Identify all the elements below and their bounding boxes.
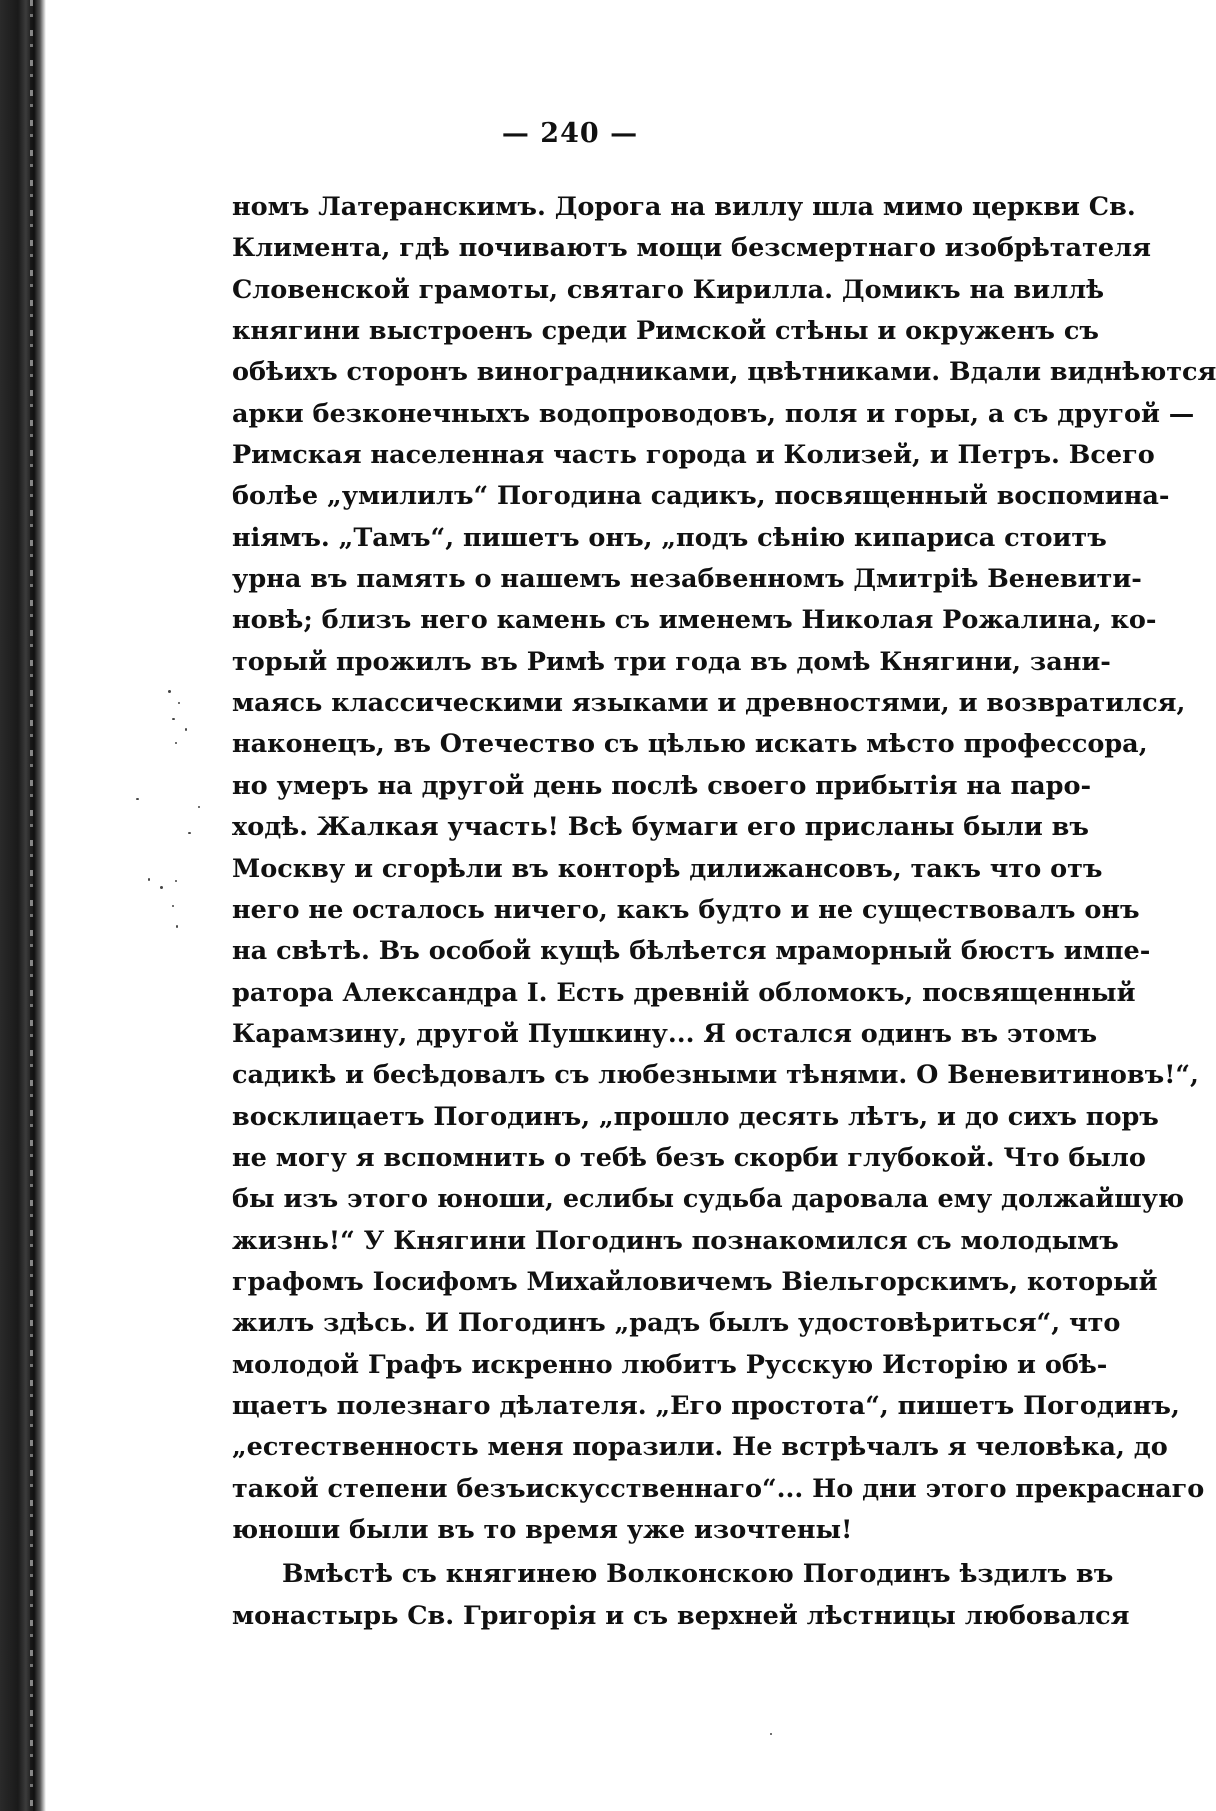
text-line: монастырь Св. Григорія и съ верхней лѣстницы любовался	[232, 1600, 1130, 1631]
text-line: садикѣ и бесѣдовалъ съ любезными тѣнями. О Веневитиновъ!“,	[232, 1060, 1199, 1091]
paragraph	[232, 1554, 1130, 1637]
text-line: молодой Графъ искренно любитъ Русскую Исторію и обѣ-	[232, 1349, 1108, 1380]
text-line: жилъ здѣсь. И Погодинъ „радъ былъ удостовѣриться“, что	[232, 1308, 1121, 1339]
text-line: щаетъ полезнаго дѣлателя. „Его простота“, пишетъ Погодинъ,	[232, 1390, 1180, 1421]
text-line: на свѣтѣ. Въ особой кущѣ бѣлѣется мраморный бюстъ импе-	[232, 936, 1151, 967]
text-line: Карамзину, другой Пушкину... Я остался одинъ въ этомъ	[232, 1018, 1098, 1049]
text-line: новѣ; близъ него камень съ именемъ Николая Рожалина, ко-	[232, 605, 1157, 636]
text-line: графомъ Іосифомъ Михайловичемъ Віельгорскимъ, который	[232, 1266, 1158, 1297]
body-text	[232, 187, 1216, 1637]
text-line: ратора Александра I. Есть древній обломокъ, посвященный	[232, 977, 1136, 1008]
text-line: княгини выстроенъ среди Римской стѣны и окруженъ съ	[232, 316, 1099, 347]
text-line: арки безконечныхъ водопроводовъ, поля и горы, а съ другой —	[232, 398, 1195, 429]
text-line: болѣе „умилилъ“ Погодина садикъ, посвященный воспомина-	[232, 481, 1170, 512]
text-line: такой степени безъискусственнаго“... Но дни этого прекраснаго	[232, 1473, 1205, 1504]
text-line: юноши были въ то время уже изочтены!	[232, 1515, 853, 1545]
text-line: торый прожилъ въ Римѣ три года въ домѣ Княгини, зани-	[232, 646, 1111, 677]
text-line: Словенской грамоты, святаго Кирилла. Домикъ на виллѣ	[232, 274, 1105, 305]
text-line: Климента, гдѣ почиваютъ мощи безсмертнаго изобрѣтателя	[232, 233, 1151, 264]
page-number: — 240 —	[501, 118, 639, 149]
text-line: бы изъ этого юноши, еслибы судьба даровала ему должайшую	[232, 1184, 1185, 1215]
text-line: маясь классическими языками и древностями, и возвратился,	[232, 688, 1186, 719]
text-line: обѣихъ сторонъ виноградниками, цвѣтниками. Вдали виднѣются	[232, 357, 1216, 388]
text-line: Москву и сгорѣли въ конторѣ дилижансовъ, такъ что отъ	[232, 853, 1103, 884]
text-line: но умеръ на другой день послѣ своего прибытія на паро-	[232, 770, 1092, 801]
text-line: номъ Латеранскимъ. Дорога на виллу шла мимо церкви Св.	[232, 192, 1136, 222]
text-line: урна въ память о нашемъ незабвенномъ Дмитріѣ Веневити-	[232, 564, 1142, 595]
text-line: „естественность меня поразили. Не встрѣчалъ я человѣка, до	[232, 1432, 1168, 1463]
paragraph	[232, 187, 1216, 1551]
text-line: ходѣ. Жалкая участь! Всѣ бумаги его присланы были въ	[232, 812, 1089, 843]
text-line: ніямъ. „Тамъ“, пишетъ онъ, „подъ сѣнію кипариса стоитъ	[232, 522, 1107, 553]
text-line: наконецъ, въ Отечество съ цѣлью искать мѣсто профессора,	[232, 729, 1148, 760]
text-line: Римская населенная часть города и Колизей, и Петръ. Всего	[232, 440, 1155, 471]
text-line: восклицаетъ Погодинъ, „прошло десять лѣтъ, и до сихъ поръ	[232, 1101, 1159, 1132]
book-binding-edge	[0, 0, 46, 1811]
text-line: него не осталось ничего, какъ будто и не существовалъ онъ	[232, 894, 1140, 925]
text-line: Вмѣстѣ съ княгинею Волконскою Погодинъ ѣздилъ въ	[282, 1559, 1114, 1590]
text-line: не могу я вспомнить о тебѣ безъ скорби глубокой. Что было	[232, 1142, 1146, 1173]
text-line: жизнь!“ У Княгини Погодинъ познакомился съ молодымъ	[232, 1225, 1119, 1256]
